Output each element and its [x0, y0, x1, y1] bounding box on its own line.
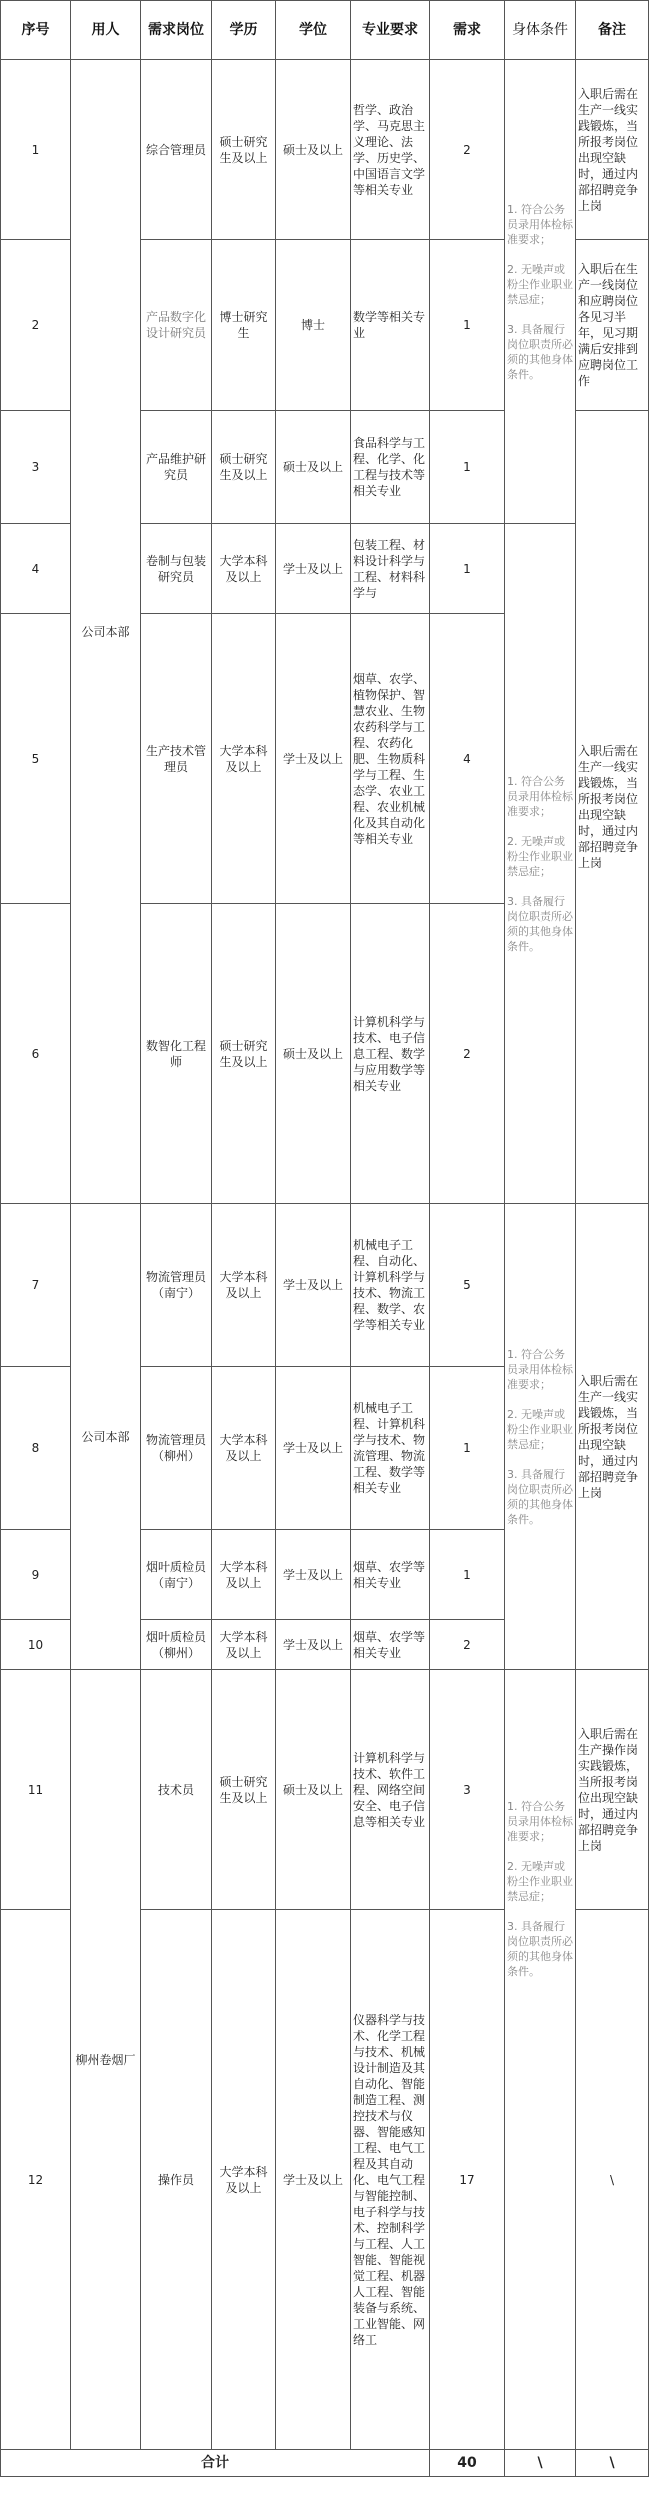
num-cell: 1 [430, 240, 505, 411]
major-cell [351, 524, 430, 614]
unit-cell: 公司本部 [71, 1204, 141, 1670]
post-cell: 操作员 [141, 1910, 212, 2450]
total-num: 40 [430, 2450, 505, 2477]
major-cell: 计算机科学与技术、软件工程、网络空间安全、电子信息等相关专业 [351, 1670, 430, 1910]
seq-cell: 1 [1, 60, 71, 240]
edu-cell: 大学本科及以上 [212, 1530, 276, 1620]
degree-cell: 硕士及以上 [276, 904, 351, 1204]
seq-cell: 11 [1, 1670, 71, 1910]
post-cell: 生产技术管理员 [141, 614, 212, 904]
note-cell: \ [576, 1910, 649, 2450]
edu-cell: 大学本科及以上 [212, 1367, 276, 1530]
major-cell: 数学等相关专业 [351, 240, 430, 411]
header-body: 身体条件 [505, 1, 576, 60]
header-major: 专业要求 [351, 1, 430, 60]
header-post: 需求岗位 [141, 1, 212, 60]
seq-cell: 12 [1, 1910, 71, 2450]
major-cell: 烟草、农学等相关专业 [351, 1530, 430, 1620]
seq-cell: 9 [1, 1530, 71, 1620]
num-cell: 5 [430, 1204, 505, 1367]
post-cell: 数智化工程师 [141, 904, 212, 1204]
num-cell: 1 [430, 411, 505, 524]
note-cell: 入职后需在生产一线实践锻炼，当所报考岗位出现空缺时，通过内部招聘竞争上岗 [576, 1204, 649, 1670]
note-cell: 入职后在生产一线岗位和应聘岗位各见习半年，见习期满后安排到应聘岗位工作 [576, 240, 649, 411]
edu-cell: 硕士研究生及以上 [212, 904, 276, 1204]
num-cell: 2 [430, 904, 505, 1204]
post-cell: 烟叶质检员（南宁） [141, 1530, 212, 1620]
seq-cell: 4 [1, 524, 71, 614]
degree-cell: 学士及以上 [276, 524, 351, 614]
body-cell: 1. 符合公务员录用体检标准要求； 2. 无噪声或粉尘作业职业禁忌症； 3. 具备履行岗位职责所必须的其他身体条件。 [505, 60, 576, 524]
post-cell: 卷制与包装研究员 [141, 524, 212, 614]
seq-cell: 8 [1, 1367, 71, 1530]
edu-cell: 大学本科及以上 [212, 1620, 276, 1670]
seq-cell: 10 [1, 1620, 71, 1670]
degree-cell: 学士及以上 [276, 1367, 351, 1530]
seq-cell: 6 [1, 904, 71, 1204]
unit-cell: 柳州卷烟厂 [71, 1670, 141, 2450]
major-text: 包装工程、材料设计科学与工程、材料科学与 [353, 537, 426, 600]
table-row [1, 1670, 649, 1910]
num-cell: 1 [430, 1367, 505, 1530]
header-num: 需求 [430, 1, 505, 60]
note-cell: 入职后需在生产一线实践锻炼，当所报考岗位出现空缺时，通过内部招聘竞争上岗 [576, 60, 649, 240]
edu-cell: 硕士研究生及以上 [212, 60, 276, 240]
degree-cell: 学士及以上 [276, 1204, 351, 1367]
major-cell [351, 1910, 430, 2450]
total-label: 合计 [1, 2450, 430, 2477]
table-row [1, 60, 649, 240]
total-row [1, 2450, 649, 2477]
total-body: \ [505, 2450, 576, 2477]
degree-cell: 学士及以上 [276, 1530, 351, 1620]
num-cell: 2 [430, 1620, 505, 1670]
edu-cell: 硕士研究生及以上 [212, 1670, 276, 1910]
total-note: \ [576, 2450, 649, 2477]
seq-cell: 3 [1, 411, 71, 524]
header-note: 备注 [576, 1, 649, 60]
body-cell: 1. 符合公务员录用体检标准要求； 2. 无噪声或粉尘作业职业禁忌症； 3. 具备履行岗位职责所必须的其他身体条件。 [505, 1670, 576, 2450]
num-cell: 1 [430, 1530, 505, 1620]
degree-cell: 博士 [276, 240, 351, 411]
edu-cell: 大学本科及以上 [212, 1204, 276, 1367]
num-cell: 4 [430, 614, 505, 904]
degree-cell: 硕士及以上 [276, 60, 351, 240]
degree-cell: 学士及以上 [276, 1910, 351, 2450]
num-cell: 2 [430, 60, 505, 240]
body-cell: 1. 符合公务员录用体检标准要求； 2. 无噪声或粉尘作业职业禁忌症； 3. 具备履行岗位职责所必须的其他身体条件。 [505, 524, 576, 1204]
degree-cell: 学士及以上 [276, 614, 351, 904]
major-text: 仪器科学与技术、化学工程与技术、机械设计制造及其自动化、智能制造工程、测控技术与仪器、智能感知工程、电气工程及其自动化、电气工程与智能控制、电子科学与技术、控制科学与工程、人工智能、智能视觉工程、机器人工程、智能装备与系统、工业智能、网络工 [353, 2012, 426, 2347]
table-row [1, 1204, 649, 1367]
header-row [1, 1, 649, 60]
major-cell: 哲学、政治学、马克思主义理论、法学、历史学、中国语言文学等相关专业 [351, 60, 430, 240]
degree-cell: 硕士及以上 [276, 1670, 351, 1910]
major-cell: 食品科学与工程、化学、化工程与技术等相关专业 [351, 411, 430, 524]
note-cell: 入职后需在生产操作岗实践锻炼，当所报考岗位出现空缺时，通过内部招聘竞争上岗 [576, 1670, 649, 1910]
edu-cell: 大学本科及以上 [212, 1910, 276, 2450]
post-cell: 综合管理员 [141, 60, 212, 240]
unit-cell: 公司本部 [71, 60, 141, 1204]
post-cell: 物流管理员（南宁） [141, 1204, 212, 1367]
header-edu: 学历 [212, 1, 276, 60]
edu-cell: 大学本科及以上 [212, 524, 276, 614]
degree-cell: 学士及以上 [276, 1620, 351, 1670]
header-unit: 用人 [71, 1, 141, 60]
edu-cell: 硕士研究生及以上 [212, 411, 276, 524]
post-cell: 产品维护研究员 [141, 411, 212, 524]
post-cell: 物流管理员（柳州） [141, 1367, 212, 1530]
edu-cell: 大学本科及以上 [212, 614, 276, 904]
major-cell: 机械电子工程、计算机科学与技术、物流管理、物流工程、数学等相关专业 [351, 1367, 430, 1530]
major-cell: 烟草、农学、植物保护、智慧农业、生物农药科学与工程、农药化肥、生物质科学与工程、生态学、农业工程、农业机械化及其自动化等相关专业 [351, 614, 430, 904]
header-degree: 学位 [276, 1, 351, 60]
post-cell: 产品数字化设计研究员 [141, 240, 212, 411]
major-cell: 烟草、农学等相关专业 [351, 1620, 430, 1670]
major-cell: 机械电子工程、自动化、计算机科学与技术、物流工程、数学、农学等相关专业 [351, 1204, 430, 1367]
seq-cell: 5 [1, 614, 71, 904]
num-cell: 17 [430, 1910, 505, 2450]
post-cell: 烟叶质检员（柳州） [141, 1620, 212, 1670]
seq-cell: 2 [1, 240, 71, 411]
num-cell: 1 [430, 524, 505, 614]
major-cell: 计算机科学与技术、电子信息工程、数学与应用数学等相关专业 [351, 904, 430, 1204]
edu-cell: 博士研究生 [212, 240, 276, 411]
num-cell: 3 [430, 1670, 505, 1910]
post-cell: 技术员 [141, 1670, 212, 1910]
degree-cell: 硕士及以上 [276, 411, 351, 524]
note-cell: 入职后需在生产一线实践锻炼，当所报考岗位出现空缺时，通过内部招聘竞争上岗 [576, 411, 649, 1204]
body-cell: 1. 符合公务员录用体检标准要求； 2. 无噪声或粉尘作业职业禁忌症； 3. 具备履行岗位职责所必须的其他身体条件。 [505, 1204, 576, 1670]
header-seq: 序号 [1, 1, 71, 60]
seq-cell: 7 [1, 1204, 71, 1367]
